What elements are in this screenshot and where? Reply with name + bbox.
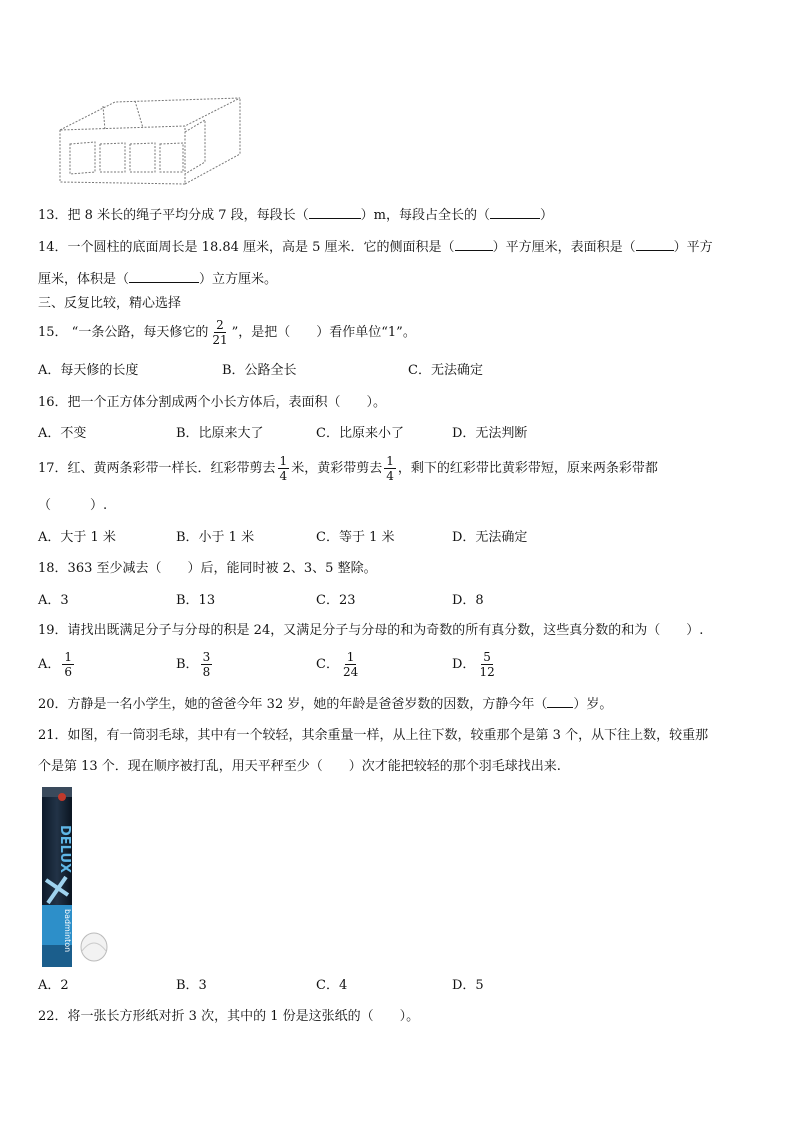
- shuttlecock-tube-image: [36, 785, 108, 970]
- option-d[interactable]: D．无法判断: [452, 426, 528, 441]
- question-14-line2: 厘米，体积是（ ）立方厘米。: [38, 272, 278, 287]
- fraction: $\frac{1}{4}$: [386, 454, 394, 483]
- option-b[interactable]: B．小于 1 米: [176, 530, 255, 545]
- option-c[interactable]: C．无法确定: [408, 363, 483, 378]
- answer-blank[interactable]: [309, 206, 361, 219]
- option-a[interactable]: A．每天修的长度: [38, 363, 139, 378]
- question-16: 16．把一个正方体分割成两个小长方体后，表面积（ ）。: [38, 395, 387, 410]
- option-a[interactable]: A． $\frac{1}{6}$: [38, 650, 73, 679]
- option-b[interactable]: B．比原来大了: [176, 426, 264, 441]
- answer-blank[interactable]: [490, 206, 540, 219]
- option-a[interactable]: A．不变: [38, 426, 87, 441]
- option-d[interactable]: D．8: [452, 593, 484, 608]
- question-17-line2: （ ）.: [38, 498, 108, 513]
- question-14: 14．一个圆柱的底面周长是 18.84 厘米，高是 5 厘米．它的侧面积是（ ）平方厘米，表面积是（ ）平方: [38, 240, 713, 255]
- fraction: $\frac{1}{24}$: [342, 650, 359, 679]
- option-b[interactable]: B．公路全长: [222, 363, 297, 378]
- fraction: $\frac{1}{4}$: [279, 454, 288, 483]
- question-21-line2: 个是第 13 个．现在顺序被打乱，用天平秤至少（ ）次才能把较轻的那个羽毛球找出来.: [38, 759, 561, 774]
- option-d[interactable]: D．无法确定: [452, 530, 528, 545]
- tube-sub-text: badminton: [63, 909, 72, 953]
- option-a[interactable]: A．大于 1 米: [38, 530, 116, 545]
- answer-blank[interactable]: [455, 238, 493, 251]
- question-18: 18．363 至少减去（ ）后，能同时被 2、3、5 整除。: [38, 561, 377, 576]
- option-c[interactable]: C．23: [316, 593, 356, 608]
- answer-blank[interactable]: [129, 270, 199, 283]
- option-b[interactable]: B．3: [176, 978, 207, 993]
- option-c[interactable]: C． $\frac{1}{24}$: [316, 650, 359, 679]
- option-c[interactable]: C．比原来小了: [316, 426, 404, 441]
- question-21: 21．如图，有一筒羽毛球，其中有一个较轻，其余重量一样，从上往下数，较重那个是第 3 个，从下往上数，较重那: [38, 728, 709, 743]
- question-19: 19．请找出既满足分子与分母的积是 24，又满足分子与分母的和为奇数的所有真分数，这些真分数的和为（ ）.: [38, 623, 704, 638]
- fraction: $\frac{5}{12}$: [479, 650, 495, 679]
- option-a[interactable]: A．2: [38, 978, 69, 993]
- box-sketch-image: [55, 92, 245, 188]
- option-c[interactable]: C．4: [316, 978, 348, 993]
- section-heading: 三、反复比较，精心选择: [38, 296, 182, 311]
- option-d[interactable]: D．5: [452, 978, 484, 993]
- question-15: 15． “一条公路，每天修它的 $\frac{2}{21}$ ”，是把（ ）看作单位“1”。: [38, 318, 416, 347]
- option-b[interactable]: B．13: [176, 593, 216, 608]
- answer-blank[interactable]: [547, 695, 573, 708]
- fraction: $\frac{3}{8}$: [202, 650, 211, 679]
- option-a[interactable]: A．3: [38, 593, 69, 608]
- question-20: 20．方静是一名小学生，她的爸爸今年 32 岁，她的年龄是爸爸岁数的因数，方静今年（ ）岁。: [38, 697, 613, 712]
- option-d[interactable]: D． $\frac{5}{12}$: [452, 650, 495, 679]
- option-b[interactable]: B． $\frac{3}{8}$: [176, 650, 211, 679]
- question-13: 13．把 8 米长的绳子平均分成 7 段，每段长（ ）m，每段占全长的（ ）: [38, 208, 553, 223]
- option-c[interactable]: C．等于 1 米: [316, 530, 395, 545]
- question-17: 17．红、黄两条彩带一样长．红彩带剪去 $\frac{1}{4}$ 米，黄彩带剪去 $\frac{1}{4}$ ，剩下的红彩带比黄彩带短，原来两条彩带都: [38, 454, 658, 483]
- answer-blank[interactable]: [636, 238, 674, 251]
- question-22: 22．将一张长方形纸对折 3 次，其中的 1 份是这张纸的（ ）。: [38, 1009, 420, 1024]
- tube-brand-text: DELUX: [57, 825, 72, 874]
- fraction: $\frac{1}{6}$: [64, 650, 73, 679]
- fraction: $\frac{2}{21}$: [212, 318, 228, 347]
